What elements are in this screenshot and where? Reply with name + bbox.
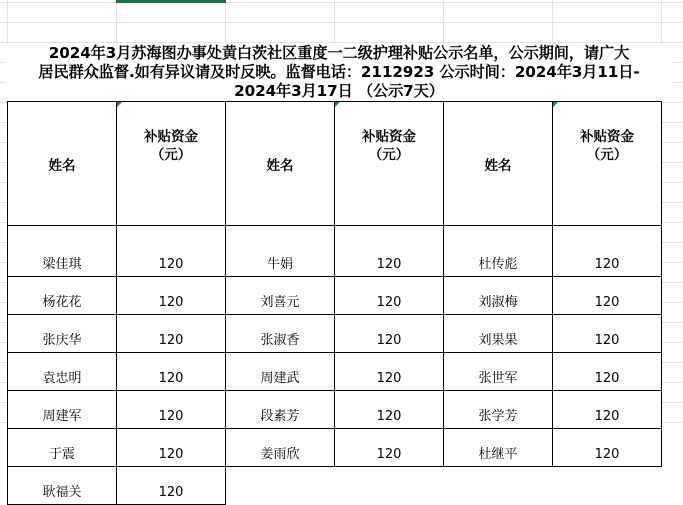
amount-cell[interactable]: 120 <box>553 277 662 315</box>
name-cell[interactable]: 杜继平 <box>444 429 553 467</box>
amount-cell[interactable]: 120 <box>117 429 226 467</box>
amount-cell[interactable]: 120 <box>335 315 444 353</box>
amount-cell[interactable]: 120 <box>553 429 662 467</box>
name-cell[interactable]: 于震 <box>8 429 117 467</box>
amount-cell[interactable]: 120 <box>553 353 662 391</box>
name-cell[interactable]: 周建军 <box>8 391 117 429</box>
amount-cell[interactable]: 120 <box>335 429 444 467</box>
name-cell[interactable]: 杜传彪 <box>444 226 553 277</box>
empty-cell[interactable] <box>553 467 662 505</box>
name-cell[interactable]: 刘喜元 <box>226 277 335 315</box>
header-amount-3[interactable]: 补贴资金 （元） <box>553 102 662 226</box>
table-row <box>8 467 662 505</box>
amount-cell[interactable]: 120 <box>335 353 444 391</box>
empty-cell[interactable] <box>226 467 335 505</box>
name-cell[interactable]: 刘淑梅 <box>444 277 553 315</box>
name-cell[interactable]: 张世军 <box>444 353 553 391</box>
empty-cell[interactable] <box>335 467 444 505</box>
table-row <box>8 277 662 315</box>
empty-cell[interactable] <box>444 467 553 505</box>
amount-cell[interactable]: 120 <box>117 467 226 505</box>
notice-line-2: 居民群众监督.如有异议请及时反映。监督电话：2112923 公示时间：2024年3月11日- <box>38 63 640 81</box>
name-cell[interactable]: 张庆华 <box>8 315 117 353</box>
amount-cell[interactable]: 120 <box>335 226 444 277</box>
cell-comment-marker <box>335 102 340 107</box>
name-cell[interactable]: 耿福关 <box>8 467 117 505</box>
name-cell[interactable]: 梁佳琪 <box>8 226 117 277</box>
amount-cell[interactable]: 120 <box>553 391 662 429</box>
amount-cell[interactable]: 120 <box>335 277 444 315</box>
header-name-2[interactable]: 姓名 <box>226 102 335 226</box>
amount-cell[interactable]: 120 <box>117 226 226 277</box>
subsidy-table <box>7 101 662 505</box>
amount-cell[interactable]: 120 <box>117 315 226 353</box>
header-name-3[interactable]: 姓名 <box>444 102 553 226</box>
header-amount-2[interactable]: 补贴资金 （元） <box>335 102 444 226</box>
cell-comment-marker <box>117 102 122 107</box>
amount-cell[interactable]: 120 <box>553 315 662 353</box>
amount-cell[interactable]: 120 <box>117 391 226 429</box>
table-row <box>8 391 662 429</box>
notice-line-1: 2024年3月苏海图办事处黄白茨社区重度一二级护理补贴公示名单，公示期间，请广大 <box>48 44 630 62</box>
table-row <box>8 226 662 277</box>
table-row <box>8 429 662 467</box>
header-row <box>8 102 662 226</box>
name-cell[interactable]: 牛娟 <box>226 226 335 277</box>
name-cell[interactable]: 张淑香 <box>226 315 335 353</box>
name-cell[interactable]: 周建武 <box>226 353 335 391</box>
notice-title[interactable] <box>6 44 672 101</box>
name-cell[interactable]: 刘果果 <box>444 315 553 353</box>
name-cell[interactable]: 张学芳 <box>444 391 553 429</box>
name-cell[interactable]: 段素芳 <box>226 391 335 429</box>
name-cell[interactable]: 杨花花 <box>8 277 117 315</box>
amount-cell[interactable]: 120 <box>553 226 662 277</box>
notice-line-3: 2024年3月17日 （公示7天） <box>234 82 444 100</box>
table-row <box>8 315 662 353</box>
cell-comment-marker <box>553 102 558 107</box>
amount-cell[interactable]: 120 <box>117 277 226 315</box>
table-row <box>8 353 662 391</box>
amount-cell[interactable]: 120 <box>335 391 444 429</box>
header-amount-1[interactable]: 补贴资金 （元） <box>117 102 226 226</box>
name-cell[interactable]: 姜雨欣 <box>226 429 335 467</box>
header-name-1[interactable]: 姓名 <box>8 102 117 226</box>
name-cell[interactable]: 袁忠明 <box>8 353 117 391</box>
amount-cell[interactable]: 120 <box>117 353 226 391</box>
selected-column-indicator <box>116 0 226 3</box>
